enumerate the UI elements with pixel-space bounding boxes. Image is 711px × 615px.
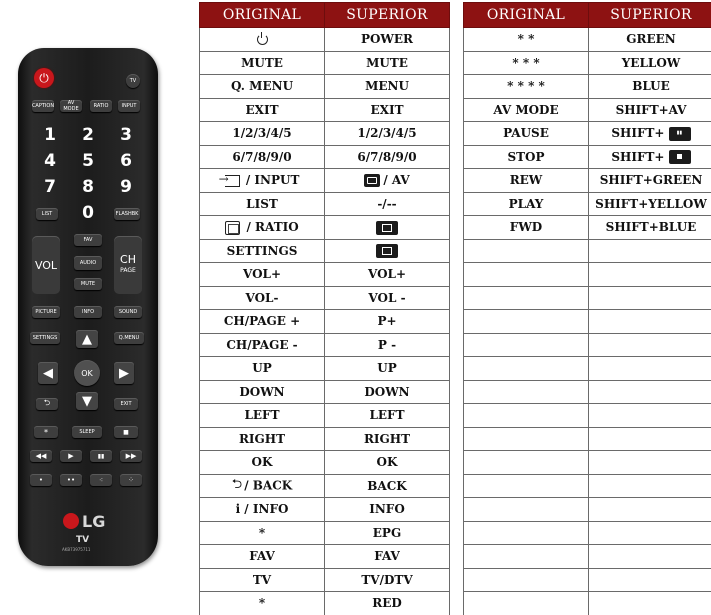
remote-settings-button: SETTINGS [30, 332, 60, 344]
table-row [200, 404, 450, 428]
cell-original [200, 169, 325, 193]
table-row-empty [464, 239, 711, 263]
cell-original [464, 310, 589, 334]
cell-original: DOWN [200, 380, 325, 404]
table-row [464, 51, 711, 75]
remote-dot3-icon: ⁖ [90, 474, 112, 486]
mapping-table-right [463, 2, 711, 615]
cell-superior-text: / AV [383, 173, 410, 188]
remote-audio-button: AUDIO [74, 256, 102, 270]
cell-superior: LEFT [325, 404, 450, 428]
cell-superior [589, 310, 711, 334]
cell-superior: MENU [325, 75, 450, 99]
cell-superior [589, 498, 711, 522]
table-row [200, 286, 450, 310]
table-row [200, 427, 450, 451]
remote-vol-rocker [32, 236, 60, 294]
remote-key-2: 2 [82, 125, 94, 145]
cell-superior: BACK [325, 474, 450, 498]
cell-superior: YELLOW [589, 51, 711, 75]
table-row-empty [464, 474, 711, 498]
cell-superior: P - [325, 333, 450, 357]
cell-original-text: / RATIO [246, 220, 299, 234]
table-row [200, 474, 450, 498]
cell-superior: SHIFT+BLUE [589, 216, 711, 240]
cell-superior [589, 404, 711, 428]
cell-superior [589, 592, 711, 615]
table-row [200, 521, 450, 545]
cell-superior: VOL+ [325, 263, 450, 287]
table-row-empty [464, 357, 711, 381]
table-row-empty [464, 521, 711, 545]
cell-original [464, 286, 589, 310]
cell-original: Q. MENU [200, 75, 325, 99]
cell-superior [589, 427, 711, 451]
remote-ok-button: OK [74, 360, 100, 386]
remote-page-label: PAGE [120, 267, 136, 274]
remote-down-arrow-icon: ▼ [76, 392, 98, 410]
table-row [464, 216, 711, 240]
cell-original: PLAY [464, 192, 589, 216]
table-row-empty [464, 568, 711, 592]
remote-avmode-button: AV MODE [60, 100, 82, 112]
remote-exit-button: EXIT [114, 398, 138, 410]
remote-input-button: INPUT [118, 100, 140, 112]
cell-superior [589, 474, 711, 498]
remote-control-image [18, 48, 158, 566]
cell-superior: POWER [325, 28, 450, 52]
table-row-empty [464, 380, 711, 404]
table-row [200, 122, 450, 146]
cell-superior [325, 216, 450, 240]
cell-original: * * [464, 28, 589, 52]
cell-original [464, 239, 589, 263]
remote-right-arrow-icon: ▶ [114, 362, 134, 384]
remote-key-8: 8 [82, 177, 94, 197]
remote-left-arrow-icon: ◀ [38, 362, 58, 384]
cell-original: OK [200, 451, 325, 475]
cell-original: TV [200, 568, 325, 592]
cell-superior [589, 263, 711, 287]
table-row [464, 122, 711, 146]
table-row [464, 145, 711, 169]
cell-original [464, 404, 589, 428]
table-row [464, 28, 711, 52]
cell-superior: EPG [325, 521, 450, 545]
table-row [464, 98, 711, 122]
remote-key-3: 3 [120, 125, 132, 145]
remote-key-4: 4 [44, 151, 56, 171]
cell-original [464, 498, 589, 522]
cell-original [464, 545, 589, 569]
cell-superior [589, 380, 711, 404]
cell-superior: P+ [325, 310, 450, 334]
header-original: ORIGINAL [464, 3, 589, 28]
cell-superior: DOWN [325, 380, 450, 404]
remote-list-button: LIST [36, 208, 58, 220]
table-row-empty [464, 427, 711, 451]
remote-key-7: 7 [44, 177, 56, 197]
table-row [464, 169, 711, 193]
cell-superior: SHIFT+AV [589, 98, 711, 122]
table-row [200, 310, 450, 334]
remote-brand: LG [82, 511, 106, 531]
remote-fav-button: FAV [74, 234, 102, 246]
remote-power-button: ⏻ [34, 68, 54, 88]
cell-superior: SHIFT+GREEN [589, 169, 711, 193]
cell-original: RIGHT [200, 427, 325, 451]
cell-superior: INFO [325, 498, 450, 522]
cell-original [200, 216, 325, 240]
remote-pause-icon: ▮▮ [90, 450, 112, 462]
lg-logo-icon [63, 513, 79, 529]
cell-superior [589, 145, 711, 169]
cell-original [464, 592, 589, 615]
av-input-icon [364, 174, 380, 187]
cell-original: 1/2/3/4/5 [200, 122, 325, 146]
table-row [200, 451, 450, 475]
cell-original: * * * [464, 51, 589, 75]
table-row [200, 568, 450, 592]
remote-mute-button: MUTE [74, 278, 102, 290]
display-key-icon [376, 221, 398, 235]
cell-superior: EXIT [325, 98, 450, 122]
ratio-icon [225, 221, 240, 235]
cell-original: PAUSE [464, 122, 589, 146]
header-original: ORIGINAL [200, 3, 325, 28]
remote-key-9: 9 [120, 177, 132, 197]
cell-superior: MUTE [325, 51, 450, 75]
cell-original: VOL+ [200, 263, 325, 287]
cell-original-text: / INPUT [245, 173, 300, 188]
remote-model-number: AKB73975711 [62, 547, 91, 552]
cell-original: * [200, 521, 325, 545]
table-row [200, 145, 450, 169]
header-superior: SUPERIOR [589, 3, 711, 28]
remote-key-0: 0 [82, 203, 94, 223]
remote-star-icon: * [34, 426, 58, 438]
input-icon [225, 175, 240, 187]
table-row [200, 333, 450, 357]
table-row [200, 380, 450, 404]
table-row [200, 192, 450, 216]
table-row [464, 192, 711, 216]
cell-original: LIST [200, 192, 325, 216]
cell-superior [589, 521, 711, 545]
table-row [200, 169, 450, 193]
cell-superior-text: SHIFT+ [611, 149, 665, 164]
cell-original: AV MODE [464, 98, 589, 122]
remote-vol-label: VOL [34, 258, 58, 272]
pause-key-icon [669, 127, 691, 141]
table-row-empty [464, 404, 711, 428]
remote-ch-label: CH [120, 253, 136, 266]
cell-original: i / INFO [200, 498, 325, 522]
table-row [200, 498, 450, 522]
table-row-empty [464, 333, 711, 357]
cell-original: UP [200, 357, 325, 381]
cell-original [464, 333, 589, 357]
table-row-empty [464, 592, 711, 615]
remote-tv-label: TV [76, 535, 90, 545]
remote-dot2-icon: •• [60, 474, 82, 486]
cell-original: FAV [200, 545, 325, 569]
remote-ff-icon: ▶▶ [120, 450, 142, 462]
cell-superior: BLUE [589, 75, 711, 99]
cell-original: * [200, 592, 325, 615]
remote-dot1-icon: • [30, 474, 52, 486]
table-row [464, 75, 711, 99]
remote-play-icon: ▶ [60, 450, 82, 462]
cell-superior: RIGHT [325, 427, 450, 451]
cell-superior: FAV [325, 545, 450, 569]
cell-superior: -/-- [325, 192, 450, 216]
cell-superior [589, 451, 711, 475]
table-row-empty [464, 286, 711, 310]
cell-original: STOP [464, 145, 589, 169]
cell-original: EXIT [200, 98, 325, 122]
stop-key-icon [669, 150, 691, 164]
remote-sound-button: SOUND [114, 306, 142, 318]
cell-superior [589, 239, 711, 263]
cell-original: LEFT [200, 404, 325, 428]
remote-key-6: 6 [120, 151, 132, 171]
cell-superior [589, 122, 711, 146]
remote-qmenu-button: Q.MENU [114, 332, 144, 344]
table-row [200, 545, 450, 569]
table-row [200, 239, 450, 263]
cell-original [200, 474, 325, 498]
cell-superior: 6/7/8/9/0 [325, 145, 450, 169]
remote-key-5: 5 [82, 151, 94, 171]
cell-original-text: / BACK [244, 478, 293, 493]
cell-superior [589, 333, 711, 357]
remote-sleep-button: SLEEP [72, 426, 102, 438]
cell-superior [589, 568, 711, 592]
remote-ch-rocker [114, 236, 142, 294]
cell-original: VOL- [200, 286, 325, 310]
remote-stop-icon: ■ [114, 426, 138, 438]
remote-picture-button: PICTURE [32, 306, 60, 318]
table-row [200, 592, 450, 615]
remote-lg-logo [63, 510, 115, 532]
cell-superior [589, 357, 711, 381]
cell-superior [589, 286, 711, 310]
table-row [200, 216, 450, 240]
cell-original: CH/PAGE - [200, 333, 325, 357]
table-row [200, 98, 450, 122]
cell-original [464, 568, 589, 592]
remote-rew-icon: ◀◀ [30, 450, 52, 462]
cell-superior [325, 169, 450, 193]
back-icon: ⮌ [231, 476, 243, 492]
cell-superior: OK [325, 451, 450, 475]
remote-info-button: INFO [74, 306, 102, 318]
table-row-empty [464, 545, 711, 569]
remote-dot4-icon: ⁘ [120, 474, 142, 486]
table-row [200, 51, 450, 75]
cell-superior: GREEN [589, 28, 711, 52]
remote-up-arrow-icon: ▲ [76, 330, 98, 348]
remote-back-icon: ⮌ [36, 398, 58, 410]
table-header-row [200, 3, 450, 28]
cell-original: CH/PAGE + [200, 310, 325, 334]
table-header-row [464, 3, 711, 28]
table-row [200, 263, 450, 287]
cell-original [464, 427, 589, 451]
cell-original: 6/7/8/9/0 [200, 145, 325, 169]
remote-tv-button: TV [126, 74, 140, 88]
cell-original: REW [464, 169, 589, 193]
header-superior: SUPERIOR [325, 3, 450, 28]
cell-original: FWD [464, 216, 589, 240]
table-row [200, 357, 450, 381]
cell-superior [589, 545, 711, 569]
cell-original: * * * * [464, 75, 589, 99]
table-row-empty [464, 263, 711, 287]
cell-superior: RED [325, 592, 450, 615]
table-row-empty [464, 498, 711, 522]
table-row [200, 75, 450, 99]
power-icon [257, 34, 268, 45]
table-row-empty [464, 310, 711, 334]
settings-key-icon [376, 244, 398, 258]
cell-original [464, 451, 589, 475]
remote-caption-button: CAPTION [32, 100, 54, 112]
remote-ratio-button: RATIO [90, 100, 112, 112]
cell-superior [325, 239, 450, 263]
cell-original: MUTE [200, 51, 325, 75]
remote-flashbk-button: FLASHBK [114, 208, 140, 220]
cell-superior: UP [325, 357, 450, 381]
cell-superior: VOL - [325, 286, 450, 310]
table-row [200, 28, 450, 52]
cell-superior: 1/2/3/4/5 [325, 122, 450, 146]
cell-superior: TV/DTV [325, 568, 450, 592]
remote-key-1: 1 [44, 125, 56, 145]
cell-original [464, 474, 589, 498]
table-row-empty [464, 451, 711, 475]
cell-original [464, 357, 589, 381]
cell-superior-text: SHIFT+ [611, 126, 665, 140]
cell-original [464, 521, 589, 545]
mapping-table-left [199, 2, 450, 615]
cell-original [200, 28, 325, 52]
cell-original [464, 380, 589, 404]
cell-original: SETTINGS [200, 239, 325, 263]
cell-original [464, 263, 589, 287]
cell-superior: SHIFT+YELLOW [589, 192, 711, 216]
